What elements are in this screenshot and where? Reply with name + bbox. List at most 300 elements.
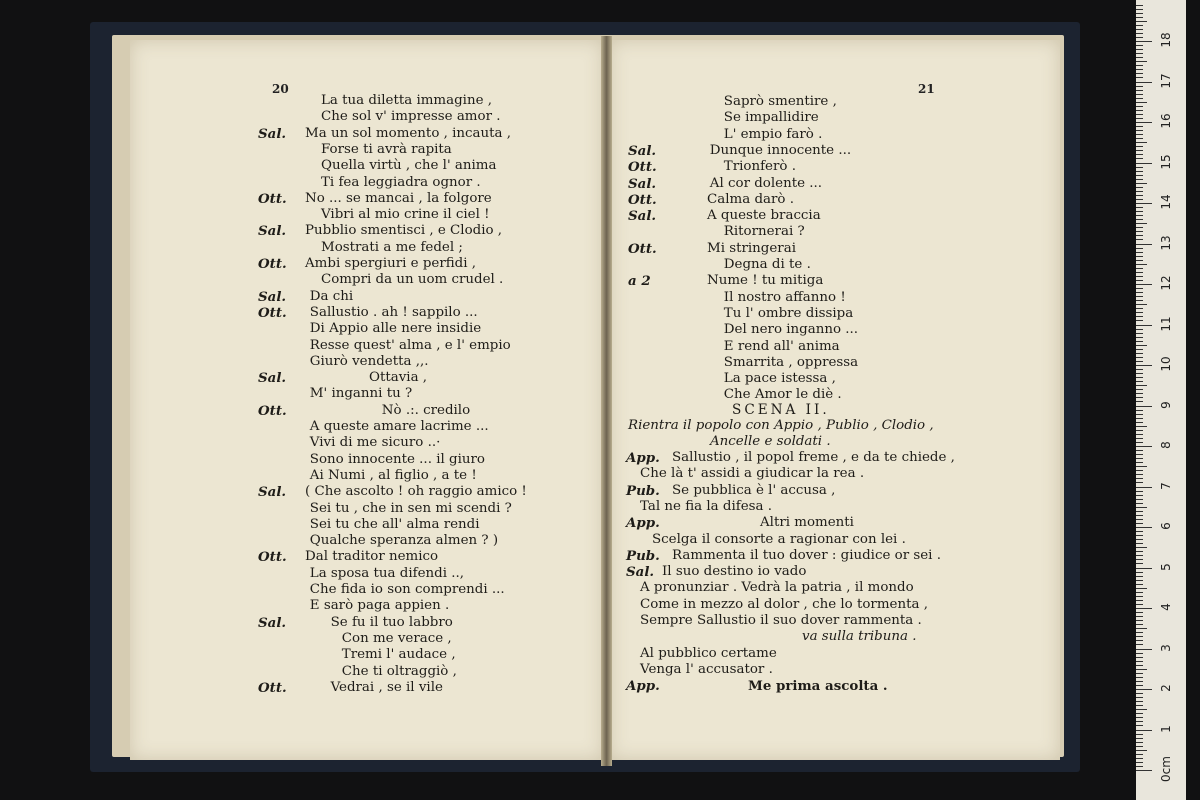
ruler-tick bbox=[1136, 369, 1143, 370]
speaker-label: Sal. bbox=[258, 370, 287, 387]
ruler-tick bbox=[1136, 709, 1147, 710]
verse-line: Ai Numi , al figlio , a te ! bbox=[309, 467, 477, 483]
verse-line: Calma darò . bbox=[707, 191, 794, 207]
ruler-tick bbox=[1136, 252, 1143, 253]
speaker-label: Ott. bbox=[258, 679, 287, 696]
ruler-tick bbox=[1136, 758, 1143, 759]
ruler-tick bbox=[1136, 721, 1143, 722]
ruler-tick bbox=[1136, 349, 1143, 350]
speaker-label: Sal. bbox=[258, 125, 287, 142]
ruler-tick bbox=[1136, 73, 1143, 74]
ruler-tick bbox=[1136, 138, 1143, 139]
ruler-tick bbox=[1136, 288, 1143, 289]
ruler-tick bbox=[1136, 179, 1143, 180]
right-page bbox=[610, 40, 1060, 760]
ruler-tick bbox=[1136, 142, 1147, 143]
verse-line: Ritornerai ? bbox=[723, 224, 805, 240]
ruler-tick bbox=[1136, 33, 1143, 34]
verse-line: Il nostro affanno ! bbox=[723, 289, 846, 305]
verse-line: Con me verace , bbox=[341, 630, 452, 646]
ruler-number: 11 bbox=[1159, 315, 1173, 332]
scene-title: SCENA II. bbox=[732, 402, 830, 418]
ruler-tick bbox=[1136, 426, 1147, 427]
speaker-label: a 2 bbox=[628, 273, 651, 290]
ruler-tick bbox=[1136, 673, 1143, 674]
ruler-tick bbox=[1136, 515, 1143, 516]
ruler-tick bbox=[1136, 734, 1143, 735]
ruler-number: 10 bbox=[1159, 356, 1173, 372]
verse-line: Sallustio . ah ! sappilo ... bbox=[309, 304, 478, 320]
speaker-label: Sal. bbox=[626, 564, 655, 581]
ruler-tick bbox=[1136, 29, 1143, 30]
verse-line: Sei tu , che in sen mi scendi ? bbox=[309, 500, 512, 516]
dialogue-line: Scelga il consorte a ragionar con lei . bbox=[652, 531, 906, 547]
verse-line: Mi stringerai bbox=[707, 240, 796, 256]
speaker-label: Pub. bbox=[626, 547, 660, 564]
speaker-label: Sal. bbox=[628, 142, 657, 159]
ruler-tick bbox=[1136, 661, 1143, 662]
ruler-tick bbox=[1136, 114, 1143, 115]
ruler-tick bbox=[1136, 389, 1143, 390]
stage-direction-1: Rientra il popolo con Appio , Publio , Clodio , bbox=[628, 418, 934, 433]
page-number-left: 20 bbox=[272, 82, 289, 96]
ruler-number: 8 bbox=[1159, 441, 1173, 449]
ruler-tick bbox=[1136, 272, 1143, 273]
ruler-tick bbox=[1136, 308, 1143, 309]
ruler-tick bbox=[1136, 754, 1143, 755]
ruler-number: 9 bbox=[1159, 400, 1173, 409]
verse-line: Sei tu che all' alma rendi bbox=[309, 516, 480, 532]
speaker-label: Ott. bbox=[258, 402, 287, 419]
ruler-tick bbox=[1136, 559, 1143, 560]
ruler-tick bbox=[1136, 644, 1143, 645]
verse-line: Che ti oltraggiò , bbox=[341, 663, 457, 679]
verse-line: Di Appio alle nere insidie bbox=[309, 321, 482, 337]
ruler-tick bbox=[1136, 167, 1143, 168]
ruler-tick bbox=[1136, 333, 1143, 334]
ruler-tick bbox=[1136, 17, 1143, 18]
ruler-tick bbox=[1136, 474, 1143, 475]
verse-line: Dunque innocente ... bbox=[709, 142, 852, 158]
ruler-tick bbox=[1136, 454, 1143, 455]
speaker-label: Ott. bbox=[258, 304, 287, 321]
ruler-tick bbox=[1136, 750, 1147, 751]
dialogue-line: Sallustio , il popol freme , e da te chiede , bbox=[672, 450, 955, 465]
ruler-tick bbox=[1136, 612, 1143, 613]
ruler-tick bbox=[1136, 442, 1143, 443]
ruler-tick bbox=[1136, 325, 1152, 326]
verse-line: La tua diletta immagine , bbox=[321, 93, 493, 108]
ruler-tick bbox=[1136, 438, 1143, 439]
ruler-tick bbox=[1136, 414, 1143, 415]
verse-line: Vibri al mio crine il ciel ! bbox=[321, 207, 490, 223]
ruler-tick bbox=[1136, 296, 1143, 297]
ruler-tick bbox=[1136, 320, 1143, 321]
verse-line: L' empio farò . bbox=[723, 126, 823, 142]
dialogue-line: Come in mezzo al dolor , che lo tormenta , bbox=[640, 596, 928, 612]
speaker-label: Pub. bbox=[626, 482, 660, 499]
ruler-tick bbox=[1136, 199, 1143, 200]
dialogue-line: Tal ne fia la difesa . bbox=[640, 498, 773, 514]
ruler-tick bbox=[1136, 158, 1143, 159]
ruler-tick bbox=[1136, 65, 1143, 66]
ruler-tick bbox=[1136, 677, 1143, 678]
ruler-tick bbox=[1136, 478, 1143, 479]
ruler-number: 18 bbox=[1159, 32, 1173, 48]
verse-line: Degna di te . bbox=[723, 257, 811, 272]
ruler-tick bbox=[1136, 705, 1143, 706]
ruler-tick bbox=[1136, 102, 1147, 103]
ruler-tick bbox=[1136, 284, 1152, 285]
verse-line: Smarrita , oppressa bbox=[723, 354, 859, 370]
ruler-tick bbox=[1136, 77, 1143, 78]
verse-line: La sposa tua difendi .., bbox=[309, 565, 465, 581]
ruler-tick bbox=[1136, 730, 1152, 731]
ruler-tick bbox=[1136, 503, 1143, 504]
ruler-tick bbox=[1136, 665, 1143, 666]
dialogue-line: A pronunziar . Vedrà la patria , il mondo bbox=[640, 580, 914, 596]
ruler-tick bbox=[1136, 770, 1152, 771]
ruler-tick bbox=[1136, 742, 1143, 743]
ruler-tick bbox=[1136, 563, 1143, 564]
ruler-tick bbox=[1136, 596, 1143, 597]
ruler-tick bbox=[1136, 53, 1143, 54]
ruler-tick bbox=[1136, 527, 1152, 528]
verse-line: Trionferò . bbox=[723, 159, 796, 175]
ruler-tick bbox=[1136, 738, 1143, 739]
ruler-number: 0cm bbox=[1159, 756, 1173, 782]
ruler-tick bbox=[1136, 653, 1143, 654]
ruler-tick bbox=[1136, 9, 1143, 10]
ruler-tick bbox=[1136, 588, 1147, 589]
dialogue-line: Che là t' assidi a giudicar la rea . bbox=[640, 466, 865, 482]
verse-line: E sarò paga appien . bbox=[309, 598, 450, 614]
ruler-tick bbox=[1136, 385, 1147, 386]
ruler-tick bbox=[1136, 5, 1143, 6]
ruler-tick bbox=[1136, 118, 1143, 119]
ruler-tick bbox=[1136, 41, 1152, 42]
verse-line: Ambi spergiuri e perfidi , bbox=[305, 256, 477, 271]
ruler-tick bbox=[1136, 146, 1143, 147]
ruler-tick bbox=[1136, 531, 1143, 532]
ruler-tick bbox=[1136, 572, 1143, 573]
ruler-tick bbox=[1136, 195, 1143, 196]
ruler-tick bbox=[1136, 697, 1143, 698]
ruler-tick bbox=[1136, 191, 1143, 192]
ruler-tick bbox=[1136, 268, 1143, 269]
ruler-tick bbox=[1136, 669, 1147, 670]
verse-line: La pace istessa , bbox=[723, 371, 836, 387]
dialogue-line: Altri momenti bbox=[760, 515, 854, 531]
ruler-number: 14 bbox=[1159, 194, 1173, 210]
ruler-tick bbox=[1136, 466, 1147, 467]
ruler-number: 13 bbox=[1159, 234, 1173, 251]
ruler-tick bbox=[1136, 725, 1143, 726]
verse-line: Resse quest' alma , e l' empio bbox=[309, 337, 511, 353]
ruler-tick bbox=[1136, 649, 1152, 650]
ruler-tick bbox=[1136, 57, 1143, 58]
ruler-tick bbox=[1136, 98, 1143, 99]
speaker-label: Sal. bbox=[258, 288, 287, 305]
verse-line: A queste amare lacrime ... bbox=[309, 419, 489, 434]
ruler-tick bbox=[1136, 183, 1147, 184]
speaker-label: Ott. bbox=[258, 190, 287, 207]
ruler-tick bbox=[1136, 604, 1143, 605]
ruler-tick bbox=[1136, 636, 1143, 637]
ruler-tick bbox=[1136, 223, 1147, 224]
ruler-tick bbox=[1136, 685, 1143, 686]
ruler-tick bbox=[1136, 713, 1143, 714]
ruler-tick bbox=[1136, 227, 1143, 228]
ruler-tick bbox=[1136, 312, 1143, 313]
ruler-tick bbox=[1136, 766, 1143, 767]
ruler-tick bbox=[1136, 430, 1143, 431]
ruler-number: 16 bbox=[1159, 113, 1173, 129]
ruler-tick bbox=[1136, 316, 1143, 317]
dialogue-line: Venga l' accusator . bbox=[640, 661, 773, 677]
ruler-tick bbox=[1136, 450, 1143, 451]
verse-line: M' inganni tu ? bbox=[309, 386, 413, 402]
speaker-label: Sal. bbox=[258, 614, 287, 631]
ruler-number: 2 bbox=[1159, 684, 1173, 692]
verse-line: Ottavia , bbox=[369, 370, 428, 386]
verse-line: E rend all' anima bbox=[723, 338, 840, 354]
verse-line: Saprò smentire , bbox=[723, 94, 837, 109]
ruler-tick bbox=[1136, 357, 1143, 358]
ruler-tick bbox=[1136, 689, 1152, 690]
ruler-tick bbox=[1136, 61, 1147, 62]
ruler-tick bbox=[1136, 458, 1143, 459]
verse-line: Vedrai , se il vile bbox=[330, 679, 443, 695]
ruler-tick bbox=[1136, 555, 1143, 556]
ruler-tick bbox=[1136, 746, 1143, 747]
verse-line: Vivi di me sicuro ..· bbox=[309, 435, 441, 451]
verse-line: Tu l' ombre dissipa bbox=[723, 305, 854, 321]
ruler-tick bbox=[1136, 187, 1143, 188]
ruler-tick bbox=[1136, 373, 1143, 374]
verse-line: Ti fea leggiadra ognor . bbox=[321, 174, 481, 190]
ruler-number: 6 bbox=[1159, 522, 1173, 530]
ruler-tick bbox=[1136, 657, 1143, 658]
ruler-tick bbox=[1136, 361, 1143, 362]
speaker-label: Ott. bbox=[628, 240, 657, 257]
ruler-tick bbox=[1136, 535, 1143, 536]
ruler-tick bbox=[1136, 381, 1143, 382]
ruler-tick bbox=[1136, 584, 1143, 585]
verse-line: Da chi bbox=[309, 288, 354, 304]
ruler-tick bbox=[1136, 616, 1143, 617]
ruler-tick bbox=[1136, 446, 1152, 447]
verse-line: Dal traditor nemico bbox=[305, 549, 439, 565]
verse-line: Del nero inganno ... bbox=[723, 322, 859, 338]
ruler-tick bbox=[1136, 701, 1143, 702]
ruler-tick bbox=[1136, 244, 1152, 245]
ruler-tick bbox=[1136, 248, 1143, 249]
ruler-tick bbox=[1136, 337, 1143, 338]
ruler-tick bbox=[1136, 292, 1143, 293]
ruler-tick bbox=[1136, 207, 1143, 208]
dialogue-line: Se pubblica è l' accusa , bbox=[672, 482, 836, 498]
ruler-tick bbox=[1136, 341, 1143, 342]
ruler-number: 1 bbox=[1159, 724, 1173, 733]
ruler-tick bbox=[1136, 393, 1143, 394]
ruler-tick bbox=[1136, 418, 1143, 419]
ruler-tick bbox=[1136, 219, 1143, 220]
ruler-tick bbox=[1136, 90, 1143, 91]
ruler-tick bbox=[1136, 410, 1143, 411]
dialogue-line: Me prima ascolta . bbox=[748, 678, 888, 695]
ruler-tick bbox=[1136, 434, 1143, 435]
ruler-tick bbox=[1136, 171, 1143, 172]
dialogue-line: Sempre Sallustio il suo dover rammenta . bbox=[640, 613, 922, 628]
ruler-tick bbox=[1136, 260, 1143, 261]
verse-line: Sono innocente ... il giuro bbox=[309, 451, 485, 467]
ruler-tick bbox=[1136, 211, 1143, 212]
ruler-tick bbox=[1136, 551, 1143, 552]
ruler-number: 17 bbox=[1159, 72, 1173, 89]
ruler-tick bbox=[1136, 365, 1152, 366]
book-gutter bbox=[601, 36, 612, 766]
verse-line: Se fu il tuo labbro bbox=[330, 614, 453, 630]
ruler-tick bbox=[1136, 507, 1147, 508]
ruler-tick bbox=[1136, 406, 1152, 407]
verse-line: Tremi l' audace , bbox=[341, 647, 456, 663]
stage-direction-2: Ancelle e soldati . bbox=[710, 434, 831, 449]
ruler-tick bbox=[1136, 122, 1152, 123]
page-number-right: 21 bbox=[918, 82, 935, 96]
ruler-number: 7 bbox=[1159, 481, 1173, 490]
ruler-tick bbox=[1136, 239, 1143, 240]
ruler-tick bbox=[1136, 256, 1143, 257]
ruler-tick bbox=[1136, 547, 1147, 548]
speaker-label: Ott. bbox=[628, 191, 657, 208]
speaker-label: Sal. bbox=[258, 223, 287, 240]
ruler-tick bbox=[1136, 422, 1143, 423]
ruler-tick bbox=[1136, 353, 1143, 354]
speaker-label: Ott. bbox=[258, 256, 287, 272]
ruler-tick bbox=[1136, 470, 1143, 471]
verse-line: Mostrati a me fedel ; bbox=[321, 239, 463, 255]
speaker-label: Sal. bbox=[258, 484, 287, 501]
ruler-tick bbox=[1136, 487, 1152, 488]
ruler-tick bbox=[1136, 632, 1143, 633]
speaker-label: Ott. bbox=[628, 159, 657, 176]
speaker-label: App. bbox=[626, 450, 660, 466]
ruler-tick bbox=[1136, 130, 1143, 131]
verse-line: No ... se mancai , la folgore bbox=[305, 190, 492, 206]
ruler-tick bbox=[1136, 329, 1143, 330]
ruler-tick bbox=[1136, 482, 1143, 483]
ruler-tick bbox=[1136, 304, 1147, 305]
ruler-tick bbox=[1136, 203, 1152, 204]
speaker-label: Sal. bbox=[628, 208, 657, 225]
ruler-tick bbox=[1136, 580, 1143, 581]
ruler-tick bbox=[1136, 134, 1143, 135]
verse-line: Pubblio smentisci , e Clodio , bbox=[305, 223, 503, 239]
verse-line: Che sol v' impresse amor . bbox=[321, 109, 501, 125]
ruler-tick bbox=[1136, 762, 1143, 763]
ruler-tick bbox=[1136, 499, 1143, 500]
speaker-label: App. bbox=[626, 678, 660, 695]
verse-line: Compri da un uom crudel . bbox=[321, 272, 504, 288]
ruler-tick bbox=[1136, 511, 1143, 512]
ruler-tick bbox=[1136, 495, 1143, 496]
ruler-tick bbox=[1136, 86, 1143, 87]
ruler-tick bbox=[1136, 276, 1143, 277]
verse-line: Qualche speranza almen ? ) bbox=[309, 533, 499, 549]
ruler-tick bbox=[1136, 37, 1143, 38]
ruler-tick bbox=[1136, 110, 1143, 111]
ruler-tick bbox=[1136, 568, 1152, 569]
dialogue-line: Rammenta il tuo dover : giudice or sei . bbox=[672, 547, 941, 563]
verse-line: ( Che ascolto ! oh raggio amico ! bbox=[305, 484, 527, 500]
ruler-tick bbox=[1136, 624, 1143, 625]
ruler-tick bbox=[1136, 150, 1143, 151]
ruler-tick bbox=[1136, 175, 1143, 176]
verse-line: Al cor dolente ... bbox=[709, 175, 823, 191]
ruler-tick bbox=[1136, 235, 1143, 236]
ruler-tick bbox=[1136, 462, 1143, 463]
ruler-tick bbox=[1136, 717, 1143, 718]
ruler-tick bbox=[1136, 377, 1143, 378]
ruler-tick bbox=[1136, 519, 1143, 520]
verse-line: A queste braccia bbox=[707, 208, 821, 224]
stage-direction: va sulla tribuna . bbox=[802, 629, 917, 645]
verse-line: Se impallidire bbox=[723, 110, 819, 126]
ruler-tick bbox=[1136, 608, 1152, 609]
ruler-tick bbox=[1136, 600, 1143, 601]
left-page bbox=[130, 40, 603, 760]
ruler-tick bbox=[1136, 592, 1143, 593]
ruler-tick bbox=[1136, 401, 1143, 402]
ruler-tick bbox=[1136, 543, 1143, 544]
ruler-tick bbox=[1136, 82, 1152, 83]
ruler-tick bbox=[1136, 94, 1143, 95]
verse-line: Che Amor le diè . bbox=[723, 387, 842, 403]
speaker-label: Ott. bbox=[258, 549, 287, 566]
ruler-tick bbox=[1136, 163, 1152, 164]
ruler-number: 15 bbox=[1159, 153, 1173, 170]
ruler-tick bbox=[1136, 21, 1147, 22]
verse-line: Che fida io son comprendi ... bbox=[309, 582, 505, 597]
verse-line: Nume ! tu mitiga bbox=[707, 273, 824, 289]
verse-line: Ma un sol momento , incauta , bbox=[305, 125, 512, 141]
ruler-tick bbox=[1136, 628, 1147, 629]
ruler-tick bbox=[1136, 264, 1147, 265]
ruler-tick bbox=[1136, 25, 1143, 26]
ruler-tick bbox=[1136, 154, 1143, 155]
speaker-label: Sal. bbox=[628, 175, 657, 192]
ruler-tick bbox=[1136, 106, 1143, 107]
ruler-tick bbox=[1136, 523, 1143, 524]
dialogue-line: Al pubblico certame bbox=[640, 645, 777, 661]
ruler-tick bbox=[1136, 49, 1143, 50]
ruler-tick bbox=[1136, 280, 1143, 281]
ruler-number: 12 bbox=[1159, 275, 1173, 291]
ruler-number: 4 bbox=[1159, 603, 1173, 611]
ruler-tick bbox=[1136, 69, 1143, 70]
ruler-tick bbox=[1136, 345, 1147, 346]
ruler-tick bbox=[1136, 13, 1143, 14]
verse-line: Quella virtù , che l' anima bbox=[321, 158, 497, 174]
ruler-tick bbox=[1136, 539, 1143, 540]
dialogue-line: Il suo destino io vado bbox=[662, 564, 807, 580]
speaker-label: App. bbox=[626, 515, 660, 532]
ruler-tick bbox=[1136, 126, 1143, 127]
ruler-tick bbox=[1136, 45, 1143, 46]
ruler-tick bbox=[1136, 620, 1143, 621]
ruler-tick bbox=[1136, 300, 1143, 301]
